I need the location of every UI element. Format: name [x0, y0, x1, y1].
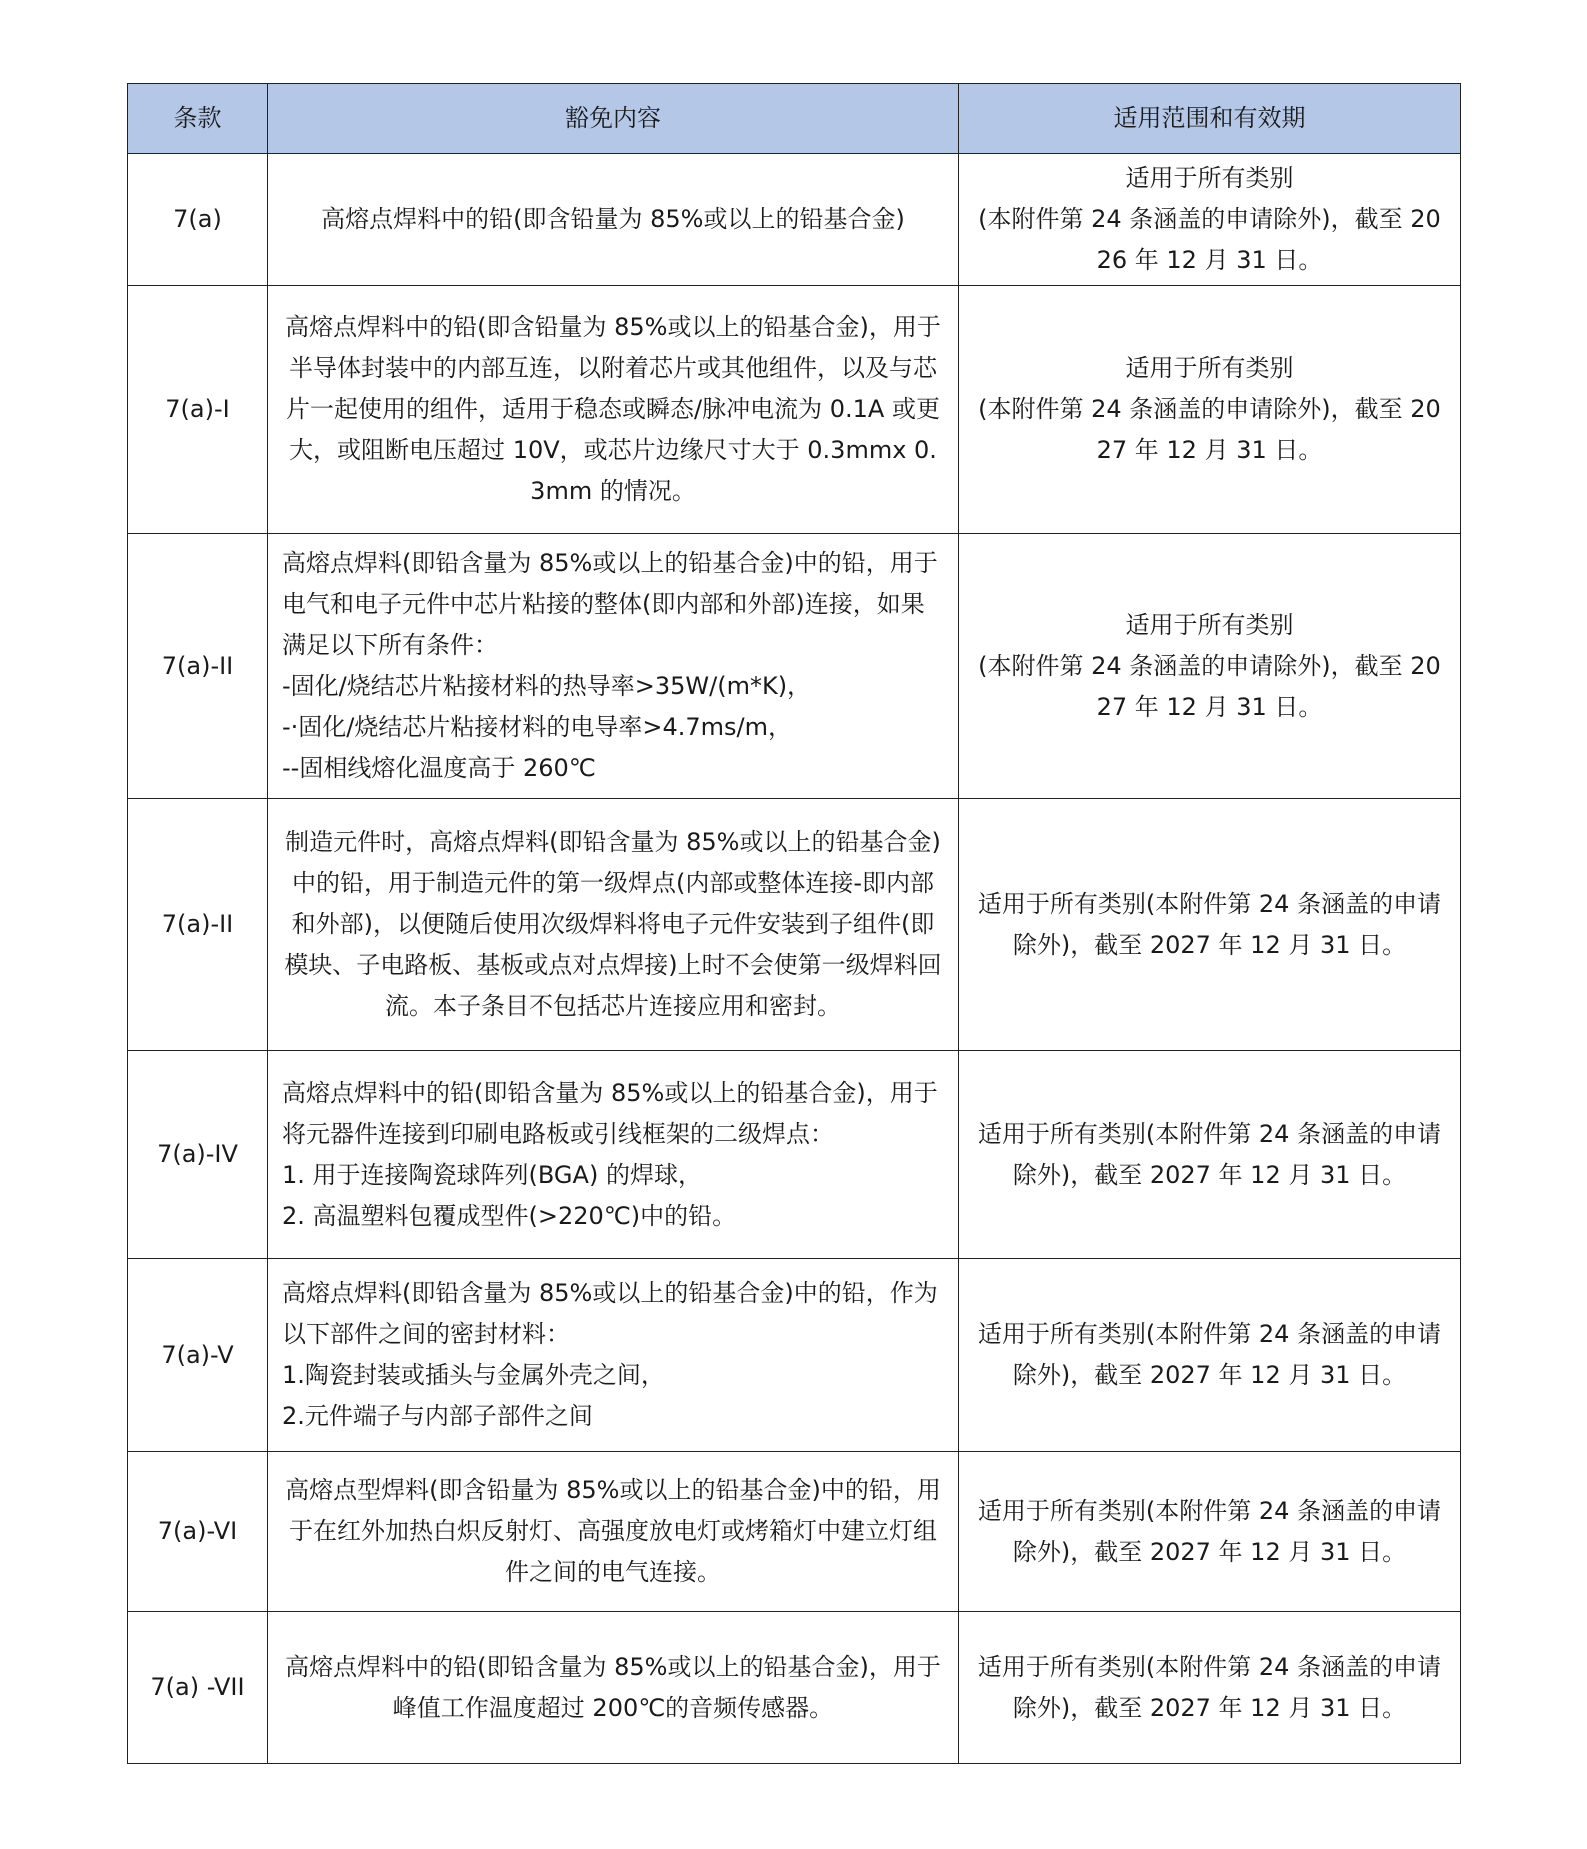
content-cell: [268, 1051, 959, 1259]
scope-cell: [959, 1051, 1461, 1259]
table-row: [128, 154, 1461, 286]
clause-cell: 7(a): [128, 154, 268, 286]
content-cell: [268, 154, 959, 286]
content-line: 高熔点焊料(即铅含量为 85%或以上的铅基合金)中的铅，作为以下部件之间的密封材料：: [282, 1279, 938, 1348]
content-cell: [268, 1452, 959, 1612]
clause-cell: 7(a)-II: [128, 534, 268, 799]
clause-cell: 7(a)-VI: [128, 1452, 268, 1612]
table-row: [128, 1452, 1461, 1612]
scope-cell: [959, 1259, 1461, 1452]
clause-cell: 7(a)-V: [128, 1259, 268, 1452]
content-line: 高熔点焊料中的铅(即铅含量为 85%或以上的铅基合金)，用于将元器件连接到印刷电路板或引线框架的二级焊点：: [282, 1078, 938, 1148]
table-row: [128, 534, 1461, 799]
table-header-row: [128, 84, 1461, 154]
table-row: [128, 1612, 1461, 1764]
scope-cell: [959, 154, 1461, 286]
table-row: [128, 1051, 1461, 1259]
scope-line: 适用于所有类别(本附件第 24 条涵盖的申请除外)，截至 2027 年 12 月 31 日。: [977, 1652, 1442, 1722]
content-line: --固相线熔化温度高于 260℃: [282, 754, 596, 782]
content-line: 制造元件时，高熔点焊料(即铅含量为 85%或以上的铅基合金)中的铅，用于制造元件的第一级焊点(内部或整体连接-即内部和外部)，以便随后使用次级焊料将电子元件安装到子组件(即模块、子电路板、基板或点对点焊接)上时不会使第一级焊料回流。本子条目不包括芯片连接应用和密封。: [284, 828, 942, 1020]
clause-cell: 7(a)-II: [128, 799, 268, 1051]
content-line: 1.陶瓷封装或插头与金属外壳之间，: [282, 1361, 665, 1389]
scope-cell: [959, 286, 1461, 534]
scope-cell: [959, 799, 1461, 1051]
content-cell: [268, 799, 959, 1051]
content-line: 高熔点焊料(即铅含量为 85%或以上的铅基合金)中的铅，用于电气和电子元件中芯片粘接的整体(即内部和外部)连接，如果满足以下所有条件：: [282, 549, 938, 659]
clause-cell: 7(a) -VII: [128, 1612, 268, 1764]
content-cell: [268, 286, 959, 534]
content-line: 高熔点型焊料(即含铅量为 85%或以上的铅基合金)中的铅，用于在红外加热白炽反射灯、高强度放电灯或烤箱灯中建立灯组件之间的电气连接。: [285, 1476, 941, 1586]
header-clause: 条款: [128, 84, 268, 154]
table-row: [128, 286, 1461, 534]
scope-line: (本附件第 24 条涵盖的申请除外)，截至 2027 年 12 月 31 日。: [978, 651, 1441, 721]
exemption-table: [127, 83, 1461, 1764]
scope-cell: [959, 1452, 1461, 1612]
scope-line: 适用于所有类别(本附件第 24 条涵盖的申请除外)，截至 2027 年 12 月 31 日。: [977, 1320, 1442, 1389]
scope-line: 适用于所有类别: [1125, 610, 1294, 639]
scope-line: 适用于所有类别: [1125, 164, 1294, 192]
scope-line: 适用于所有类别(本附件第 24 条涵盖的申请除外)，截至 2027 年 12 月 31 日。: [977, 1496, 1442, 1566]
content-line: 高熔点焊料中的铅(即含铅量为 85%或以上的铅基合金): [321, 205, 905, 233]
scope-line: (本附件第 24 条涵盖的申请除外)，截至 2027 年 12 月 31 日。: [978, 395, 1441, 464]
clause-cell: 7(a)-I: [128, 286, 268, 534]
content-cell: [268, 534, 959, 799]
content-line: 高熔点焊料中的铅(即含铅量为 85%或以上的铅基合金)，用于半导体封装中的内部互连，以附着芯片或其他组件，以及与芯片一起使用的组件，适用于稳态或瞬态/脉冲电流为 0.1A 或更大，或阻断电压超过 10V，或芯片边缘尺寸大于 0.3mmx 0.3mm 的情况。: [285, 313, 941, 505]
content-line: 1. 用于连接陶瓷球阵列(BGA) 的焊球，: [282, 1160, 702, 1189]
scope-line: 适用于所有类别: [1125, 354, 1294, 382]
scope-line: 适用于所有类别(本附件第 24 条涵盖的申请除外)，截至 2027 年 12 月 31 日。: [977, 1119, 1442, 1189]
content-cell: [268, 1259, 959, 1452]
scope-cell: [959, 1612, 1461, 1764]
table-row: [128, 1259, 1461, 1452]
content-line: 2.元件端子与内部子部件之间: [282, 1402, 593, 1430]
header-exemption-content: 豁免内容: [268, 84, 959, 154]
content-line: -固化/烧结芯片粘接材料的热导率>35W/(m*K)，: [282, 672, 812, 700]
content-line: 2. 高温塑料包覆成型件(>220℃)中的铅。: [282, 1201, 737, 1230]
table-row: [128, 799, 1461, 1051]
content-line: 高熔点焊料中的铅(即铅含量为 85%或以上的铅基合金)，用于峰值工作温度超过 200℃的音频传感器。: [285, 1652, 941, 1722]
clause-cell: 7(a)-IV: [128, 1051, 268, 1259]
header-scope-validity: 适用范围和有效期: [959, 84, 1461, 154]
scope-cell: [959, 534, 1461, 799]
content-line: -·固化/烧结芯片粘接材料的电导率>4.7ms/m，: [282, 713, 792, 741]
scope-line: (本附件第 24 条涵盖的申请除外)，截至 2026 年 12 月 31 日。: [978, 205, 1441, 274]
scope-line: 适用于所有类别(本附件第 24 条涵盖的申请除外)，截至 2027 年 12 月 31 日。: [977, 889, 1442, 959]
content-cell: [268, 1612, 959, 1764]
